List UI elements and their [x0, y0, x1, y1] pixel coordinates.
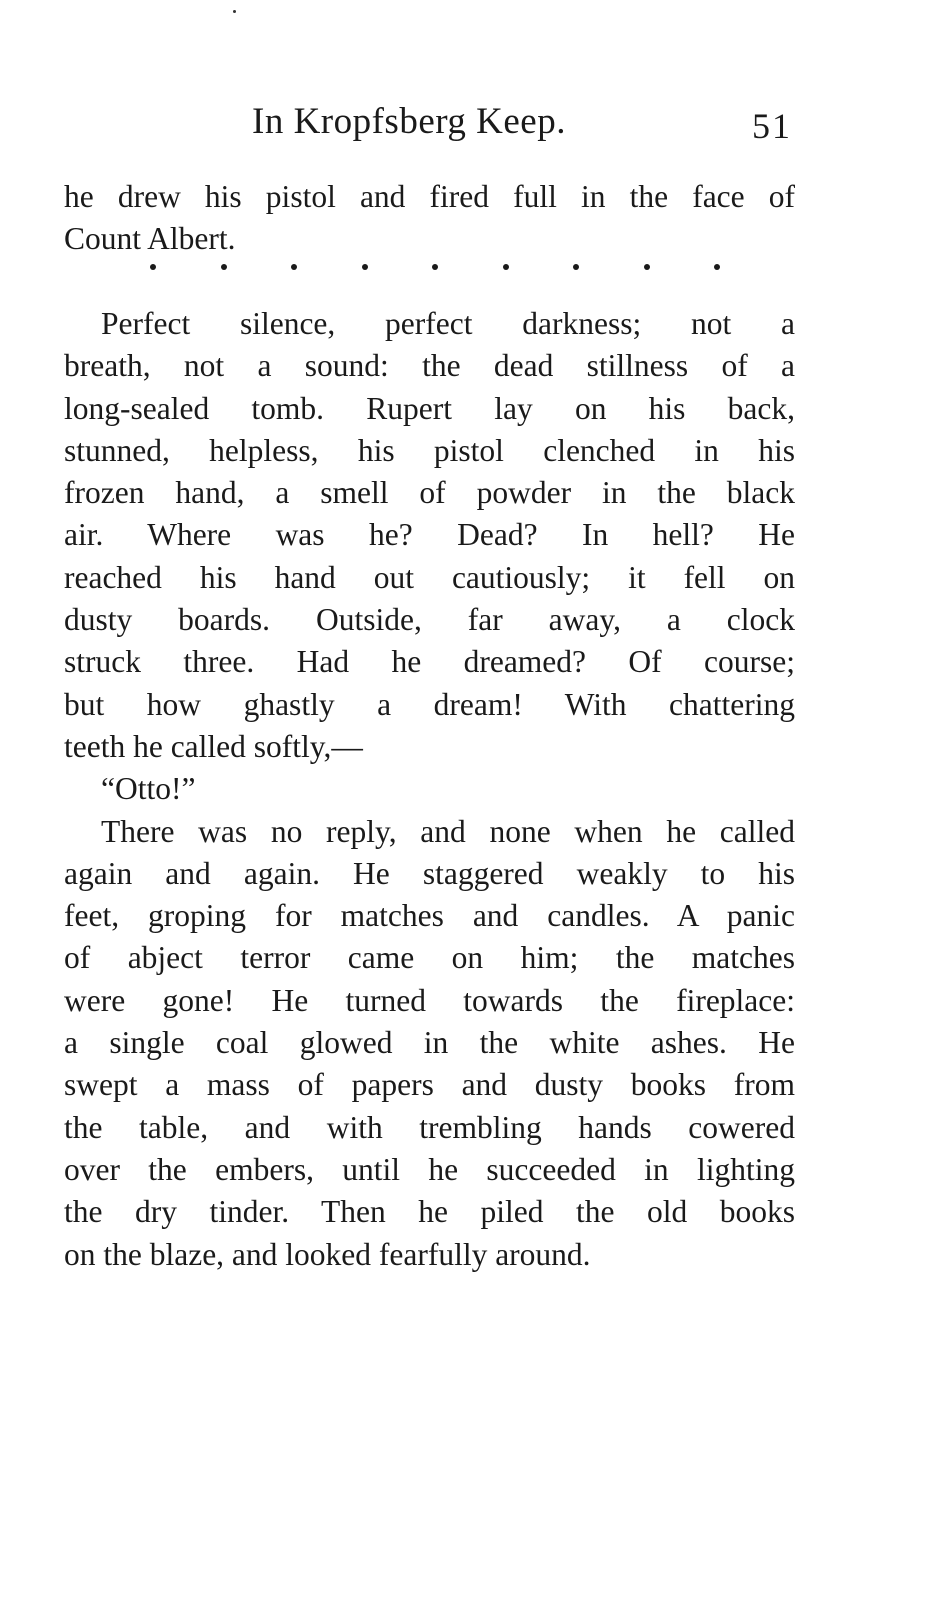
page-number: 51	[752, 106, 792, 146]
section-break	[150, 264, 720, 270]
text-line: Perfect silence, perfect darkness; not a	[101, 306, 795, 341]
text-line: over the embers, until he succeeded in lighting	[64, 1151, 795, 1187]
section-break-dot	[221, 264, 227, 270]
text-line: the table, and with trembling hands cowered	[64, 1109, 795, 1145]
section-break-dot	[573, 264, 579, 270]
text-line: again and again. He staggered weakly to his	[64, 855, 795, 891]
text-line: the dry tinder. Then he piled the old books	[64, 1194, 795, 1230]
paragraph-1	[64, 303, 795, 1276]
text-line: were gone! He turned towards the fireplace:	[64, 982, 795, 1018]
section-break-dot	[714, 264, 720, 270]
text-line: dusty boards. Outside, far away, a clock	[64, 602, 795, 638]
text-line: long-sealed tomb. Rupert lay on his back,	[64, 390, 795, 426]
text-line: stunned, helpless, his pistol clenched in his	[64, 432, 795, 468]
text-line: There was no reply, and none when he called	[101, 813, 795, 849]
section-break-dot	[291, 264, 297, 270]
section-break-dot	[362, 264, 368, 270]
text-line: feet, groping for matches and candles. A panic	[64, 898, 795, 934]
text-line: swept a mass of papers and dusty books from	[64, 1067, 795, 1103]
text-line: breath, not a sound: the dead stillness of a	[64, 348, 795, 384]
section-break-dot	[503, 264, 509, 270]
section-break-dot	[432, 264, 438, 270]
text-line: reached his hand out cautiously; it fell on	[64, 559, 795, 595]
text-line: he drew his pistol and fired full in the face of	[64, 179, 795, 214]
text-line: struck three. Had he dreamed? Of course;	[64, 644, 795, 680]
text-line: teeth he called softly,—	[64, 728, 363, 764]
ink-speck	[233, 10, 236, 13]
text-line: on the blaze, and looked fearfully around.	[64, 1236, 591, 1272]
running-title: In Kropfsberg Keep.	[252, 101, 566, 142]
section-break-dot	[644, 264, 650, 270]
opening-text	[64, 176, 795, 261]
text-line: a single coal glowed in the white ashes. He	[64, 1025, 795, 1061]
dialogue-line: “Otto!”	[101, 771, 196, 807]
text-line: frozen hand, a smell of powder in the black	[64, 475, 795, 511]
text-line: Count Albert.	[64, 221, 236, 257]
text-line: of abject terror came on him; the matches	[64, 940, 795, 976]
text-line: air. Where was he? Dead? In hell? He	[64, 517, 795, 553]
text-line: but how ghastly a dream! With chattering	[64, 686, 795, 722]
section-break-dot	[150, 264, 156, 270]
